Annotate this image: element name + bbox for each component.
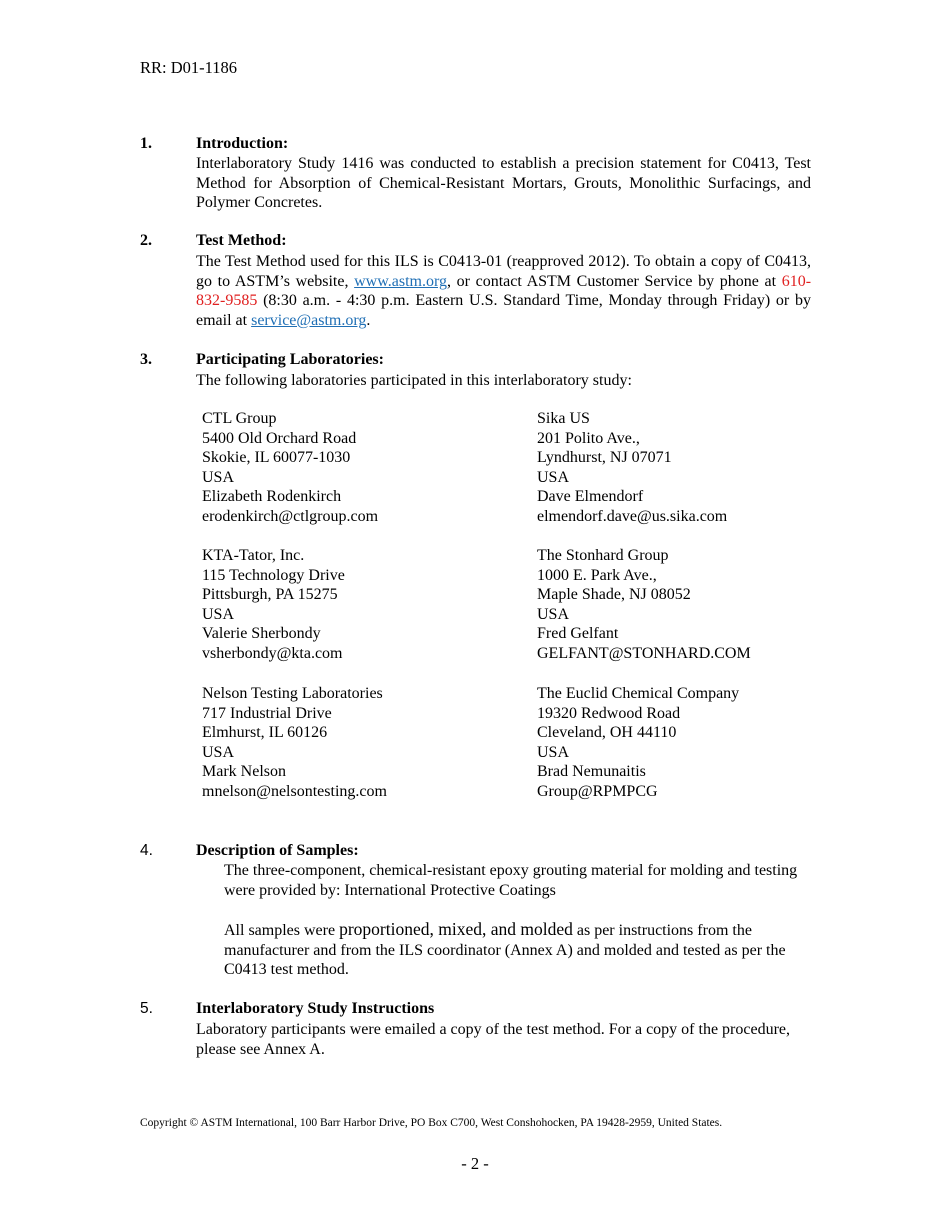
lab-contact: Mark Nelson	[202, 763, 286, 781]
lab-city: Pittsburgh, PA 15275	[202, 586, 338, 604]
section-1-text: Interlaboratory Study 1416 was conducted to establish a precision statement for C0413, Test Method for Absorption of Chemical-Resistant Mortars, Grouts, Monolithic Surfacings, and Polymer Concretes.	[196, 155, 811, 212]
section-4-text-2	[224, 920, 814, 980]
lab-city: Skokie, IL 60077-1030	[202, 449, 351, 467]
lab-entry	[537, 409, 727, 527]
section-4-text-2a: All samples were	[224, 922, 340, 939]
section-4-text-1: The three-component, chemical-resistant epoxy grouting material for molding and testing were provided by: International Protective Coatings	[224, 862, 798, 899]
customer-service-phone: 610-832-9585	[196, 272, 812, 310]
document-header: RR: D01-1186	[140, 58, 238, 77]
section-3-intro: The following laboratories participated in this interlaboratory study:	[196, 372, 632, 389]
astm-website-link[interactable]: www.astm.org	[354, 272, 448, 290]
lab-entry	[202, 684, 387, 802]
section-5-number: 5.	[140, 1000, 153, 1017]
lab-country: USA	[537, 743, 570, 761]
lab-country: USA	[537, 468, 570, 486]
section-4-text-2-emph: proportioned, mixed, and molded	[339, 919, 573, 939]
lab-contact: Elizabeth Rodenkirch	[202, 488, 342, 506]
section-5-text: Laboratory participants were emailed a copy of the test method. For a copy of the procedure, please see Annex A.	[196, 1021, 790, 1058]
lab-name: The Euclid Chemical Company	[537, 685, 740, 702]
section-3-number: 3.	[140, 351, 152, 368]
lab-name: The Stonhard Group	[537, 547, 669, 564]
lab-street: 717 Industrial Drive	[202, 704, 332, 722]
section-2-title: Test Method:	[196, 232, 287, 249]
lab-country: USA	[202, 743, 235, 761]
service-email-link[interactable]: service@astm.org	[251, 311, 367, 329]
lab-contact: Brad Nemunaitis	[537, 763, 646, 781]
lab-street: 1000 E. Park Ave.,	[537, 566, 657, 584]
section-2-text-c: (8:30 a.m. - 4:30 p.m. Eastern U.S. Standard Time, Monday through Friday) or by email at	[196, 292, 811, 329]
section-3-title: Participating Laboratories:	[196, 351, 384, 368]
lab-name: CTL Group	[202, 410, 277, 427]
lab-email: vsherbondy@kta.com	[202, 644, 343, 662]
lab-city: Maple Shade, NJ 08052	[537, 586, 691, 604]
copyright-footer: Copyright © ASTM International, 100 Barr Harbor Drive, PO Box C700, West Conshohocken, PA 19428-2959, United States.	[140, 1117, 723, 1129]
lab-contact: Fred Gelfant	[537, 625, 619, 643]
lab-street: 5400 Old Orchard Road	[202, 429, 357, 447]
lab-street: 201 Polito Ave.,	[537, 429, 640, 447]
lab-city: Elmhurst, IL 60126	[202, 724, 328, 742]
section-2-text-b: , or contact ASTM Customer Service by phone at	[447, 272, 782, 290]
lab-contact: Dave Elmendorf	[537, 488, 644, 506]
lab-email: mnelson@nelsontesting.com	[202, 782, 387, 800]
lab-name: Sika US	[537, 410, 590, 427]
lab-email: GELFANT@STONHARD.COM	[537, 644, 751, 662]
lab-entry	[202, 409, 378, 527]
section-4-number: 4.	[140, 842, 153, 859]
lab-street: 19320 Redwood Road	[537, 704, 681, 722]
section-4-text-2b: as per instructions from the manufacturer and from the ILS coordinator (Annex A) and molded and tested as per the C0413 test method.	[224, 922, 786, 979]
lab-city: Cleveland, OH 44110	[537, 724, 677, 742]
lab-email: Group@RPMPCG	[537, 782, 658, 800]
lab-street: 115 Technology Drive	[202, 566, 345, 584]
section-1-number: 1.	[140, 135, 152, 152]
section-2-number: 2.	[140, 232, 152, 249]
lab-entry	[537, 546, 751, 664]
section-2-text	[196, 252, 811, 330]
lab-name: KTA-Tator, Inc.	[202, 547, 305, 564]
section-4-title: Description of Samples:	[196, 842, 359, 859]
lab-country: USA	[202, 468, 235, 486]
lab-country: USA	[537, 605, 570, 623]
lab-name: Nelson Testing Laboratories	[202, 685, 383, 702]
lab-entry	[537, 684, 739, 802]
page-number: - 2 -	[461, 1154, 489, 1173]
section-1-title: Introduction:	[196, 135, 289, 152]
lab-city: Lyndhurst, NJ 07071	[537, 449, 672, 467]
section-5-title: Interlaboratory Study Instructions	[196, 1000, 435, 1017]
lab-email: elmendorf.dave@us.sika.com	[537, 507, 728, 525]
section-2-text-a: The Test Method used for this ILS is C0413-01 (reapproved 2012). To obtain a copy of C0413, go to ASTM’s website,	[196, 253, 811, 290]
lab-email: erodenkirch@ctlgroup.com	[202, 507, 379, 525]
lab-contact: Valerie Sherbondy	[202, 625, 321, 643]
lab-country: USA	[202, 605, 235, 623]
section-2-text-d: .	[366, 311, 371, 329]
lab-entry	[202, 546, 345, 664]
